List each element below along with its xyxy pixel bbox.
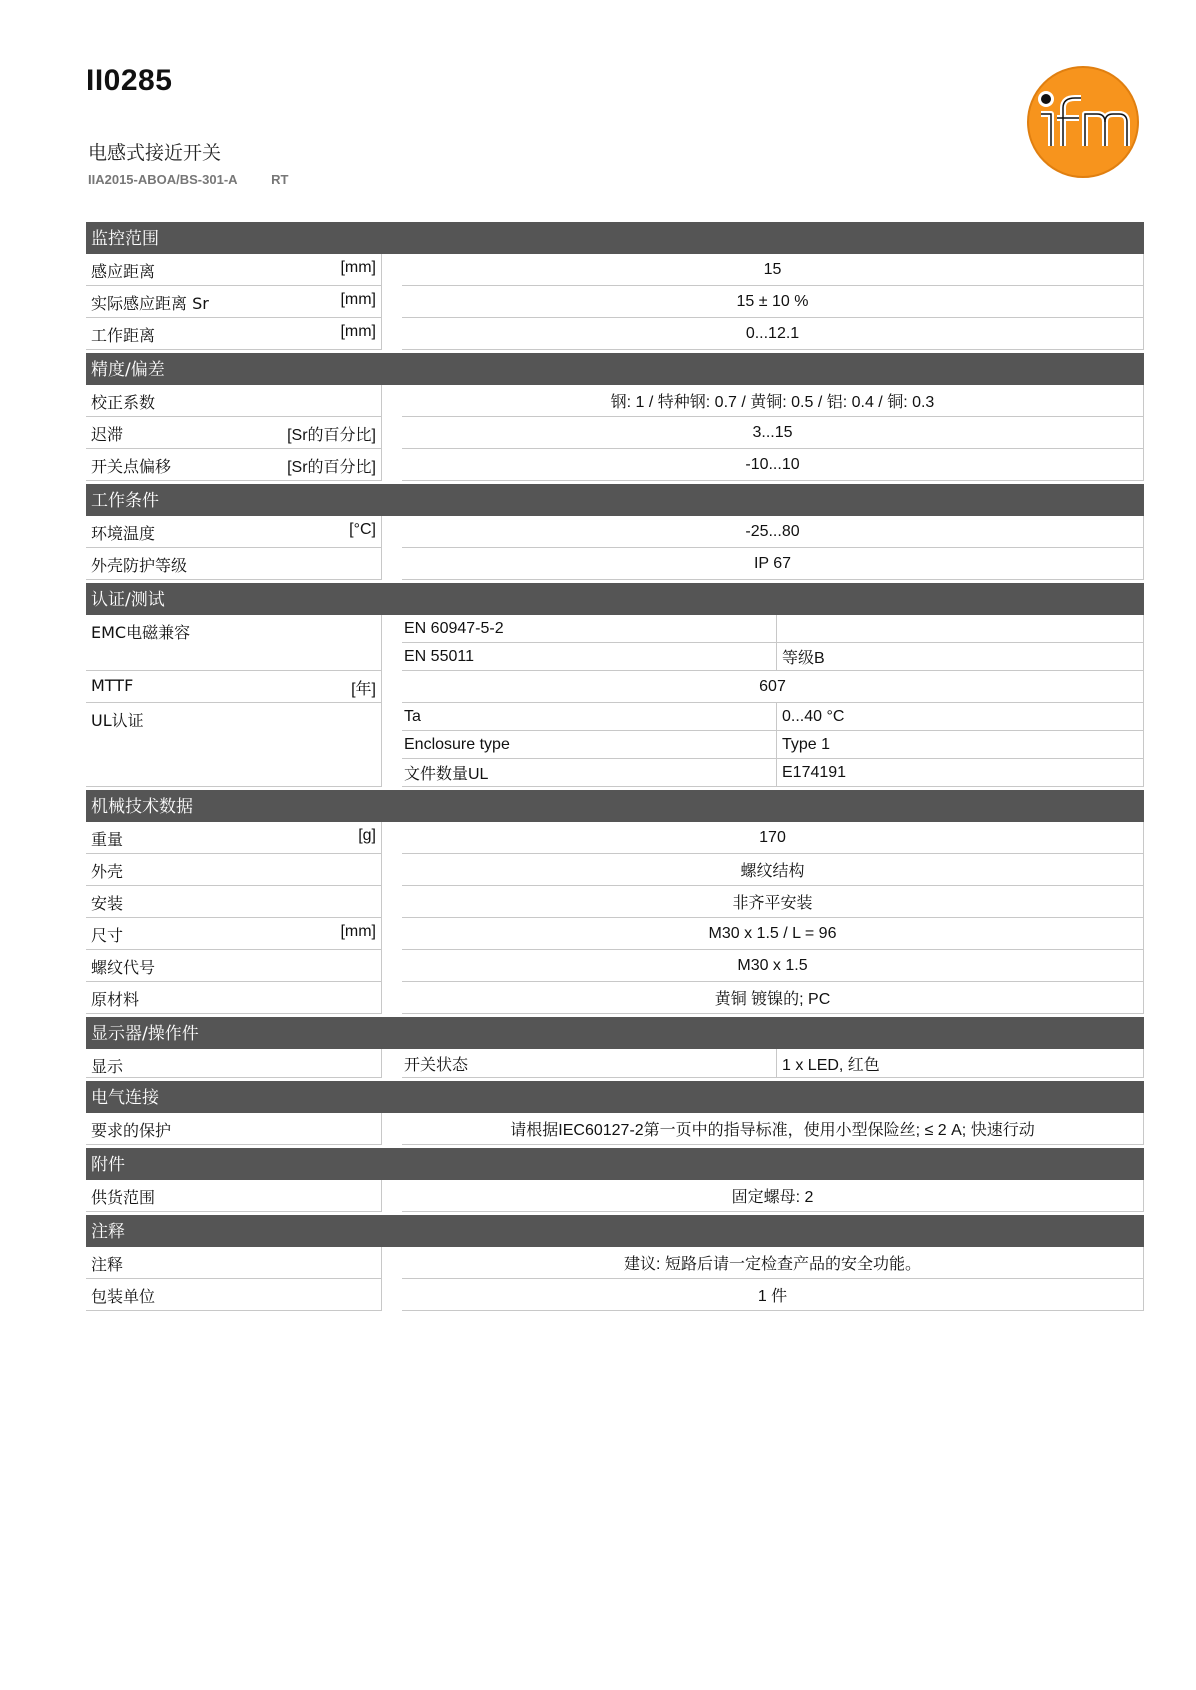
section-header-operating-conditions: 工作条件	[86, 484, 1144, 516]
product-subtitle: 电感式接近开关	[88, 142, 222, 164]
table-row	[86, 1180, 1144, 1212]
product-codes	[88, 172, 319, 187]
sub-cell: E174191	[782, 763, 847, 781]
sub-cell: Ta	[402, 703, 777, 730]
row-label: 迟滞	[91, 425, 124, 444]
sub-row	[402, 731, 1144, 759]
table-row	[86, 822, 1144, 854]
ifm-logo-icon	[1023, 62, 1143, 182]
table-row-ul	[86, 703, 1144, 787]
row-label: 要求的保护	[91, 1121, 172, 1140]
table-row	[86, 918, 1144, 950]
sub-cell: EN 60947-5-2	[402, 615, 777, 642]
row-label: 感应距离	[91, 262, 156, 281]
row-label: 实际感应距离 Sr	[91, 294, 209, 313]
table-row	[86, 286, 1144, 318]
table-row-display	[86, 1049, 1144, 1078]
sub-row	[402, 615, 1144, 643]
row-label: 注释	[91, 1255, 124, 1274]
row-label: MTTF	[91, 676, 134, 695]
sub-cell: 开关状态	[402, 1049, 777, 1077]
spec-tables	[86, 219, 1144, 1311]
section-header-approvals: 认证/测试	[86, 583, 1144, 615]
row-label: 包装单位	[91, 1287, 156, 1306]
table-row	[86, 1247, 1144, 1279]
article-code: IIA2015-ABOA/BS-301-A	[88, 172, 238, 187]
table-row	[86, 982, 1144, 1014]
row-label: 开关点偏移	[91, 457, 172, 476]
sub-row	[402, 759, 1144, 787]
table-row	[86, 1279, 1144, 1311]
variant-code: RT	[271, 172, 289, 187]
row-label: 工作距离	[91, 326, 156, 345]
row-unit: [mm]	[340, 259, 376, 276]
row-unit: [g]	[358, 827, 376, 844]
row-value: 请根据IEC60127-2第一页中的指导标准，使用小型保险丝; ≤ 2 A; 快速行动	[402, 1113, 1144, 1145]
row-value: 螺纹结构	[402, 854, 1144, 886]
row-value: 0...12.1	[402, 318, 1144, 350]
row-label: 原材料	[91, 990, 140, 1009]
sub-cell: Enclosure type	[402, 731, 777, 758]
table-row	[86, 886, 1144, 918]
row-label: 供货范围	[91, 1188, 156, 1207]
row-value: 建议: 短路后请一定检查产品的安全功能。	[402, 1247, 1144, 1279]
row-label: UL认证	[91, 711, 144, 730]
row-value: 170	[402, 822, 1144, 854]
row-label: 外壳防护等级	[91, 556, 188, 575]
table-row-emc	[86, 615, 1144, 671]
table-row	[86, 385, 1144, 417]
row-label: 螺纹代号	[91, 958, 156, 977]
sub-cell	[777, 615, 1143, 642]
table-row	[86, 449, 1144, 481]
ifm-logo	[1023, 62, 1143, 182]
section-header-monitoring: 监控范围	[86, 222, 1144, 254]
row-value: -25...80	[402, 516, 1144, 548]
table-row	[86, 318, 1144, 350]
row-unit: [Sr的百分比]	[287, 459, 376, 476]
row-value: 15	[402, 254, 1144, 286]
row-value: 15 ± 10 %	[402, 286, 1144, 318]
row-unit: [mm]	[340, 291, 376, 308]
row-label: 安装	[91, 894, 124, 913]
section-header-accessories: 附件	[86, 1148, 1144, 1180]
section-header-electrical: 电气连接	[86, 1081, 1144, 1113]
row-value: -10...10	[402, 449, 1144, 481]
table-row	[86, 548, 1144, 580]
sub-cell: 等级B	[782, 650, 825, 667]
row-label: 校正系数	[91, 393, 156, 412]
row-value: 固定螺母: 2	[402, 1180, 1144, 1212]
row-value: 1 件	[402, 1279, 1144, 1311]
sub-row	[402, 1049, 1144, 1078]
product-title: II0285	[86, 64, 173, 97]
row-unit: [Sr的百分比]	[287, 427, 376, 444]
row-value: 非齐平安装	[402, 886, 1144, 918]
sub-cell: 1 x LED, 红色	[782, 1056, 880, 1074]
row-value: 3...15	[402, 417, 1144, 449]
row-value: 钢: 1 / 特种钢: 0.7 / 黄铜: 0.5 / 铝: 0.4 / 铜: 0.3	[402, 385, 1144, 417]
row-unit: [°C]	[349, 521, 376, 538]
row-unit: [年]	[351, 681, 376, 698]
table-row-mttf	[86, 671, 1144, 703]
table-row	[86, 417, 1144, 449]
table-row	[86, 1113, 1144, 1145]
table-row	[86, 516, 1144, 548]
row-value: 607	[402, 671, 1144, 703]
sub-row	[402, 703, 1144, 731]
row-label: 显示	[91, 1057, 124, 1076]
row-value: M30 x 1.5	[402, 950, 1144, 982]
row-value: IP 67	[402, 548, 1144, 580]
section-header-remarks: 注释	[86, 1215, 1144, 1247]
section-header-mechanical: 机械技术数据	[86, 790, 1144, 822]
row-label: 外壳	[91, 862, 124, 881]
row-label: 环境温度	[91, 524, 156, 543]
sub-cell: 文件数量UL	[402, 759, 777, 786]
table-row	[86, 950, 1144, 982]
section-header-display: 显示器/操作件	[86, 1017, 1144, 1049]
sub-row	[402, 643, 1144, 671]
row-unit: [mm]	[340, 923, 376, 940]
row-value: 黄铜 镀镍的; PC	[402, 982, 1144, 1014]
row-label: 尺寸	[91, 926, 124, 945]
sub-cell: 0...40 °C	[782, 707, 845, 725]
table-row	[86, 254, 1144, 286]
row-unit: [mm]	[340, 323, 376, 340]
row-label: EMC电磁兼容	[91, 623, 191, 642]
sub-cell: EN 55011	[402, 643, 777, 670]
table-row	[86, 854, 1144, 886]
section-header-accuracy: 精度/偏差	[86, 353, 1144, 385]
row-value: M30 x 1.5 / L = 96	[402, 918, 1144, 950]
row-label: 重量	[91, 830, 124, 849]
sub-cell: Type 1	[782, 735, 831, 753]
